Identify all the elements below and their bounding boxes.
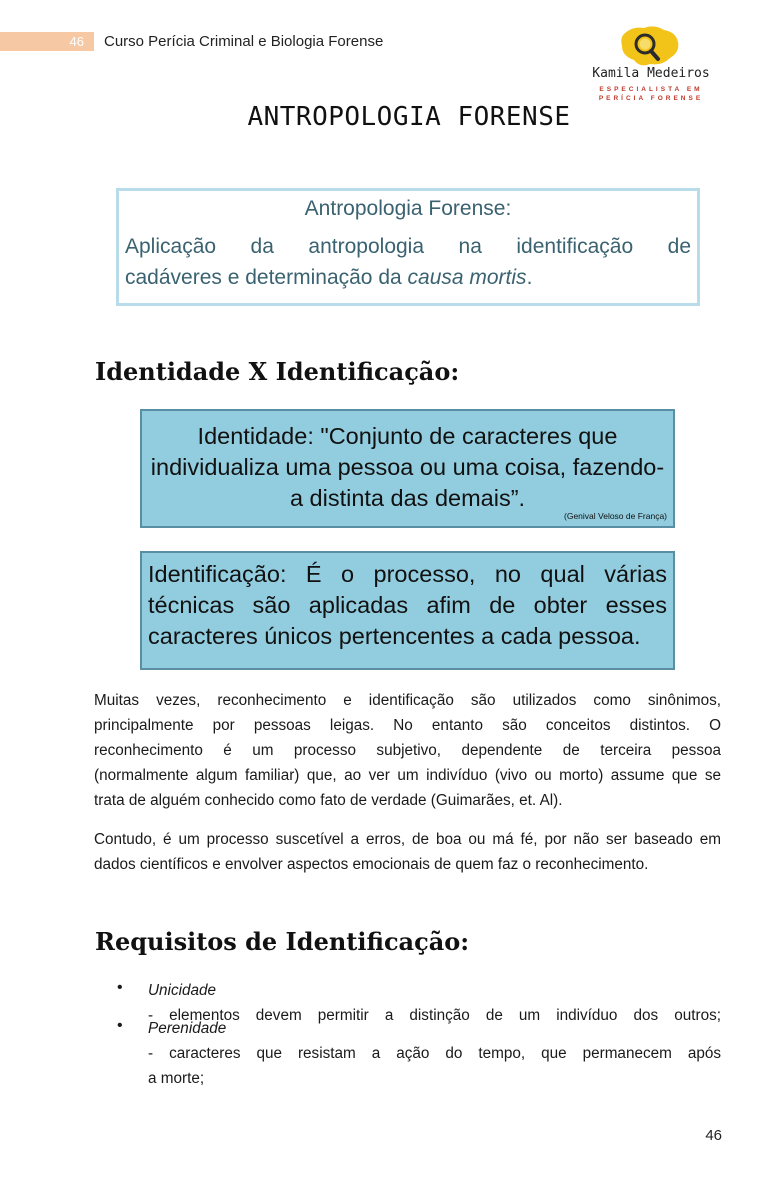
identidade-line1: Identidade: "Conjunto de caracteres que: [197, 423, 618, 449]
paragraph1-line3: reconhecimento é um processo subjetivo, dependente de terceira pessoa: [94, 742, 721, 759]
paragraph2-line2: dados científicos e envolver aspectos emocionais de quem faz o reconhecimento.: [94, 856, 649, 873]
bullet-marker: •: [117, 979, 123, 996]
definition-line1: Aplicação da antropologia na identificação de: [125, 235, 691, 258]
paragraph-reconhecimento: [94, 688, 721, 813]
logo-subtitle-line1: ESPECIALISTA EM: [599, 86, 703, 93]
bullet-term: Perenidade: [148, 1020, 227, 1037]
logo-subtitle-line2: PERÍCIA FORENSE: [598, 95, 704, 102]
bullet-marker: •: [117, 1017, 123, 1034]
page-badge: 46: [0, 32, 94, 51]
section-heading-identidade: Identidade X Identificação:: [95, 357, 460, 386]
page-title: ANTROPOLOGIA FORENSE: [247, 102, 571, 132]
bullet-description: - caracteres que resistam a ação do tempo, que permanecem após: [148, 1045, 721, 1062]
logo: [586, 24, 716, 114]
bullet-term: Unicidade: [148, 982, 217, 999]
bullet-line: [148, 1016, 721, 1066]
identidade-box: [140, 409, 675, 528]
identidade-line2: individualiza uma pessoa ou uma coisa, fazendo-: [150, 454, 665, 480]
identidade-text: [142, 421, 673, 514]
identidade-line3: a distinta das demais”.: [289, 485, 526, 511]
paragraph2-line1: Contudo, é um processo suscetível a erros, de boa ou má fé, por não ser baseado em: [94, 831, 721, 848]
definition-line2-italic: causa mortis: [407, 266, 527, 289]
identidade-credit: (Genival Veloso de França): [564, 511, 667, 521]
definition-box: [116, 188, 700, 306]
paragraph1-line4: (normalmente algum familiar) que, ao ver um indivíduo (vivo ou morto) assume que se: [94, 767, 721, 784]
paragraph1-line1: Muitas vezes, reconhecimento e identificação são utilizados como sinônimos,: [94, 692, 721, 709]
definition-heading: Antropologia Forense:: [304, 197, 512, 220]
identificacao-line1: Identificação: É o processo, no qual várias: [148, 561, 667, 587]
definition-line2-start: cadáveres e determinação da: [125, 266, 408, 289]
bullet-description: - elementos devem permitir a distinção de um indivíduo dos outros;: [148, 1007, 721, 1024]
identificacao-line3: caracteres únicos pertencentes a cada pessoa.: [148, 623, 641, 649]
identificacao-text: [148, 559, 667, 652]
section-heading-requisitos: Requisitos de Identificação:: [95, 927, 470, 956]
definition-body: [125, 231, 691, 293]
bullet-line-continuation: a morte;: [148, 1070, 205, 1087]
page-number: 46: [705, 1127, 722, 1144]
logo-name: Kamila Medeiros: [592, 66, 710, 81]
magnifier-brazil-map-icon: [618, 24, 682, 68]
paragraph-contudo: [94, 827, 721, 877]
paragraph1-line2: principalmente por pessoas leigas. No entanto são conceitos distintos. O: [94, 717, 721, 734]
identificacao-line2: técnicas são aplicadas afim de obter esses: [148, 592, 667, 618]
paragraph1-line5: trata de alguém conhecido como fato de verdade (Guimarães, et. Al).: [94, 792, 563, 809]
definition-line2-end: .: [526, 266, 533, 289]
definition-line2: [125, 266, 532, 289]
bullet-item-perenidade: [148, 1016, 721, 1091]
course-title: Curso Perícia Criminal e Biologia Forense: [104, 33, 384, 50]
identificacao-box: [140, 551, 675, 670]
